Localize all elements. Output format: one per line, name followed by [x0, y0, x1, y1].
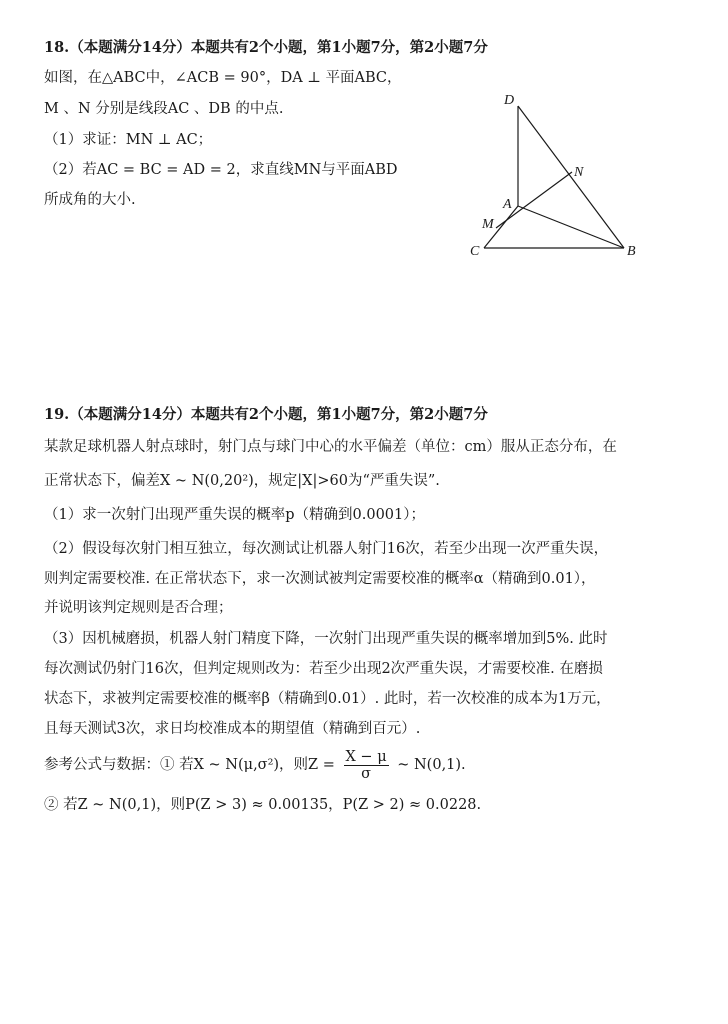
label-D: D: [504, 93, 515, 108]
q18-header: 18.（本题满分14分）本题共有2个小题，第1小题7分，第2小题7分: [44, 39, 488, 56]
fraction-denominator: σ: [361, 765, 372, 782]
q19-intro-line1: 某款足球机器人射点球时，射门点与球门中心的水平偏差（单位：cm）服从正态分布，在: [44, 439, 617, 455]
q19-header: 19.（本题满分14分）本题共有2个小题，第1小题7分，第2小题7分: [44, 406, 488, 423]
ref1-prefix: 参考公式与数据：① 若X ~ N(μ,σ²)，则Z =: [44, 757, 335, 773]
label-N: N: [574, 165, 584, 180]
q19-part3-line3: 状态下，求被判定需要校准的概率β（精确到0.01）. 此时，若一次校准的成本为1万元，: [44, 691, 611, 707]
label-A: A: [503, 197, 512, 212]
z-score-fraction: [344, 749, 389, 782]
geometry-figure: [466, 88, 646, 268]
q19-part2-line1: （2）假设每次射门相互独立，每次测试让机器人射门16次，若至少出现一次严重失误，: [44, 541, 609, 557]
q18-text-line2: M 、N 分别是线段AC 、DB 的中点.: [44, 101, 284, 117]
q18-part2-line2: 所成角的大小.: [44, 192, 136, 208]
q19-part2-line2: 则判定需要校准. 在正常状态下，求一次测试被判定需要校准的概率α（精确到0.01），: [44, 571, 596, 587]
q19-part3-line1: （3）因机械磨损，机器人射门精度下降，一次射门出现严重失误的概率增加到5%. 此时: [44, 631, 608, 647]
q18-part2-line1: （2）若AC = BC = AD = 2，求直线MN与平面ABD: [44, 162, 398, 178]
q19-reference-formula-1: [44, 745, 466, 785]
label-C: C: [470, 244, 480, 259]
q19-part3-line2: 每次测试仍射门16次，但判定规则改为：若至少出现2次严重失误，才需要校准. 在磨损: [44, 661, 603, 677]
fraction-numerator: X − μ: [345, 748, 387, 765]
label-B: B: [627, 244, 636, 259]
q18-text-line1: 如图，在△ABC中，∠ACB = 90°，DA ⊥ 平面ABC，: [44, 70, 402, 86]
q19-intro-line2: 正常状态下，偏差X ~ N(0,20²)，规定|X|>60为“严重失误”.: [44, 473, 440, 489]
label-M: M: [482, 217, 494, 232]
ref1-suffix: ~ N(0,1).: [397, 757, 466, 773]
q18-part1: （1）求证：MN ⊥ AC；: [44, 132, 213, 148]
q19-part1: （1）求一次射门出现严重失误的概率p（精确到0.0001）；: [44, 507, 425, 523]
q19-part3-line4: 且每天测试3次，求日均校准成本的期望值（精确到百元）.: [44, 721, 421, 737]
q19-reference-formula-2: ② 若Z ~ N(0,1)，则P(Z > 3) ≈ 0.00135，P(Z > 2) ≈ 0.0228.: [44, 797, 482, 813]
q19-part2-line3: 并说明该判定规则是否合理；: [44, 600, 233, 616]
